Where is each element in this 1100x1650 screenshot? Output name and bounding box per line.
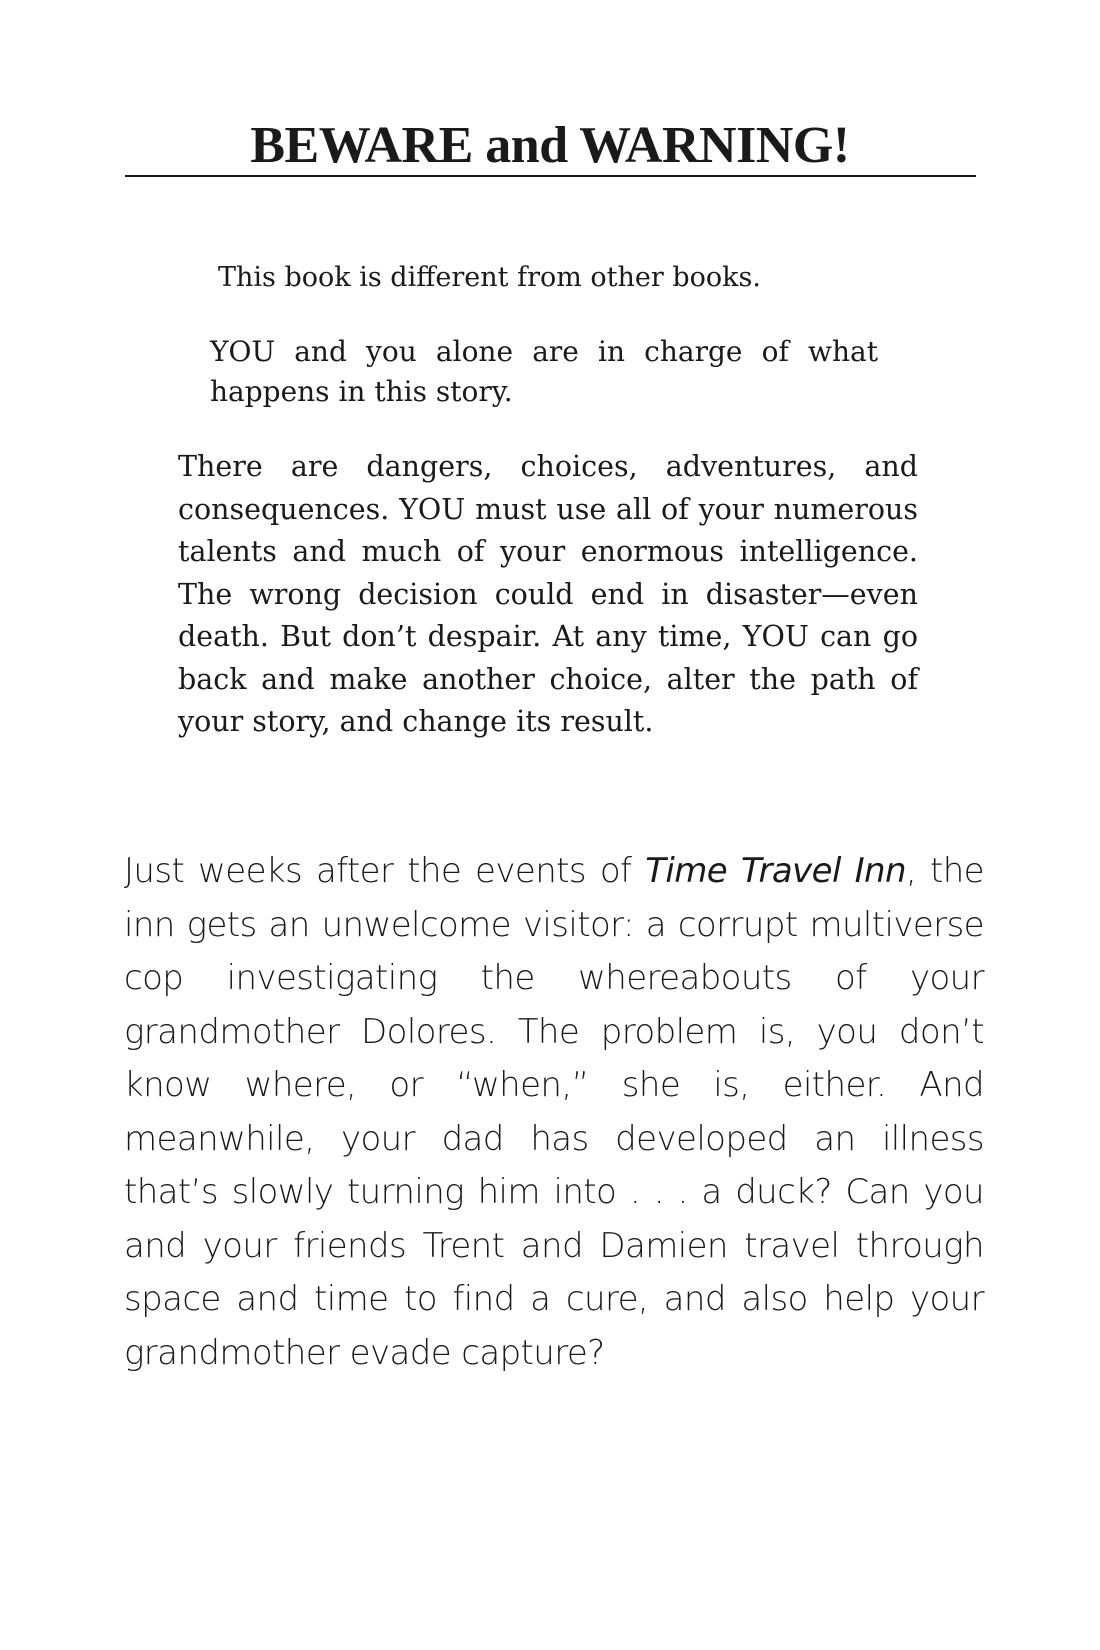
blurb-book-title: Time Travel Inn <box>645 851 906 891</box>
blurb-lead: Just weeks after the events of <box>124 851 646 891</box>
intro-paragraph-3: There are dangers, choices, adventures, and consequences. YOU must use all of your numerous talents and much of your enormous intelligence. The wrong decision could end in disaster—even death. But don’t despair. At any time, YOU can go back and make another choice, alter the path of your story, and change its result. <box>178 450 918 738</box>
blurb-rest: , the inn gets an unwelcome visitor: a corrupt multiverse cop investigating the whereabouts of your grandmother Dolores. The problem is, you don’t know where, or “when,” she is, either. And meanwhile, your dad has developed an illness that’s slowly turning him into . . . a duck? Can you and your friends Trent and Damien travel through space and time to find a cure, and also help your grandmother evade capture? <box>124 851 984 1373</box>
page-title: BEWARE and WARNING! <box>250 117 850 174</box>
intro-paragraph-2: YOU and you alone are in charge of what happens in this story. <box>210 335 878 408</box>
title-divider <box>125 175 976 177</box>
intro-paragraph-1: This book is different from other books. <box>218 262 761 293</box>
book-blurb <box>124 845 984 1380</box>
